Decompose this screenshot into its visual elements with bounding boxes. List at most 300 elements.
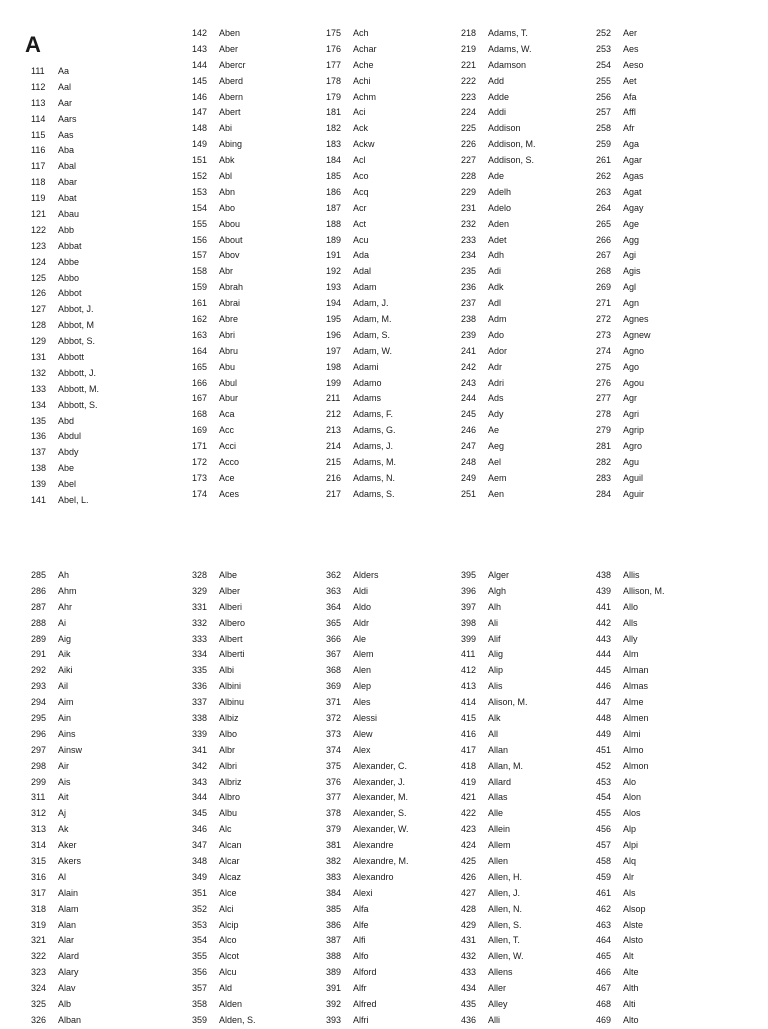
index-entry [461,822,528,838]
entry-name: Acco [219,457,240,468]
entry-number: 292 [31,665,47,676]
entry-number: 438 [596,570,612,580]
entry-name: Ald [219,983,233,994]
index-entry [461,296,536,312]
index-entry [31,902,82,918]
entry-number: 294 [31,697,47,708]
index-entry [192,344,246,360]
entry-number: 157 [192,250,208,261]
entry-name: Akers [58,856,82,867]
index-entry [461,137,536,153]
entry-name: Alfo [353,951,369,962]
entry-number: 454 [596,792,612,803]
entry-number: 235 [461,266,477,277]
entry-name: Aker [58,840,77,851]
entry-name: Aiki [58,665,73,676]
entry-name: Ahr [58,601,73,612]
entry-number: 379 [326,824,342,835]
index-entry [326,471,396,487]
index-entry [326,26,396,42]
index-entry [461,965,528,981]
index-entry [326,759,409,775]
entry-name: Agi [623,250,637,261]
entry-number: 468 [596,999,612,1010]
index-entry [326,663,409,679]
entry-number: 219 [461,43,477,54]
entry-name: Alford [353,967,377,978]
entry-name: Allens [488,967,513,978]
entry-number: 383 [326,871,342,882]
entry-number: 177 [326,59,342,70]
index-entry [461,105,536,121]
index-entry [596,121,651,137]
index-entry [192,58,246,74]
entry-name: Afa [623,91,637,102]
entry-number: 377 [326,792,342,803]
entry-number: 216 [326,472,342,483]
entry-number: 316 [31,871,47,882]
index-entry [31,584,82,600]
entry-number: 463 [596,919,612,930]
entry-number: 244 [461,393,477,404]
index-entry [192,185,246,201]
entry-number: 115 [31,129,46,140]
index-entry [596,264,651,280]
index-entry [596,471,651,487]
index-entry [192,90,246,106]
index-entry [31,679,82,695]
index-entry [31,366,99,382]
entry-number: 172 [192,457,208,468]
entry-number: 413 [461,681,477,692]
entry-name: Allen [488,856,509,867]
entry-number: 168 [192,409,208,420]
index-entry [596,487,651,503]
index-entry [192,870,256,886]
entry-name: Agay [623,202,644,213]
entry-name: Aldo [353,601,372,612]
entry-name: Aden [488,218,510,229]
index-entry [31,886,82,902]
index-entry [461,949,528,965]
index-entry [326,647,409,663]
entry-name: Abbat [58,240,82,251]
index-entry [326,1013,409,1029]
entry-number: 281 [596,441,612,452]
entry-name: All [488,728,499,739]
entry-number: 414 [461,697,477,708]
entry-name: Alpi [623,840,639,851]
entry-name: Agis [623,266,641,277]
index-entry [461,169,536,185]
index-entry [596,933,665,949]
entry-number: 227 [461,155,477,166]
entry-number: 136 [31,431,47,442]
entry-name: Alary [58,967,79,978]
entry-number: 265 [596,218,612,229]
index-entry [596,201,651,217]
index-entry [192,391,246,407]
index-entry [326,217,396,233]
index-entry [192,902,256,918]
entry-number: 396 [461,585,477,596]
entry-name: Aeso [623,59,644,70]
entry-number: 285 [31,570,47,580]
entry-number: 299 [31,776,47,787]
entry-name: Adelo [488,202,512,213]
index-entry [31,790,82,806]
index-entry [596,423,651,439]
entry-number: 465 [596,951,612,962]
entry-number: 314 [31,840,47,851]
entry-name: Adams, W. [488,43,532,54]
entry-number: 399 [461,633,477,644]
entry-name: Agl [623,282,637,293]
entry-name: Alam [58,903,79,914]
entry-number: 134 [31,399,47,410]
entry-number: 198 [326,361,342,372]
entry-name: Agrip [623,425,645,436]
entry-name: Abel, L. [58,495,89,506]
index-entry [192,487,246,503]
entry-number: 365 [326,617,342,628]
entry-name: Alcan [219,840,242,851]
entry-number: 224 [461,107,477,118]
entry-name: Allen, T. [488,935,520,946]
entry-name: Alen [353,665,372,676]
index-entry [192,360,246,376]
index-entry [31,711,82,727]
entry-number: 258 [596,123,612,134]
index-entry [31,286,99,302]
entry-name: Act [353,218,367,229]
entry-number: 338 [192,713,208,724]
entry-name: Addison, S. [488,155,535,166]
entry-number: 191 [326,250,342,261]
entry-number: 234 [461,250,477,261]
entry-name: Aldi [353,585,369,596]
entry-name: Alm [623,649,639,660]
entry-number: 321 [31,935,47,946]
index-entry [192,918,256,934]
entry-name: Adam, W. [353,345,393,356]
entry-number: 249 [461,472,477,483]
entry-name: Acci [219,441,237,452]
entry-number: 273 [596,329,612,340]
entry-number: 218 [461,28,477,38]
index-entry [461,711,528,727]
index-entry [461,759,528,775]
entry-number: 135 [31,415,47,426]
entry-name: Alig [488,649,504,660]
index-entry [326,711,409,727]
entry-name: Alif [488,633,501,644]
entry-number: 231 [461,202,477,213]
entry-number: 176 [326,43,342,54]
entry-name: Alfri [353,1014,369,1025]
entry-number: 434 [461,983,477,994]
index-entry [326,105,396,121]
entry-name: Alte [623,967,639,978]
entry-number: 363 [326,585,342,596]
index-entry [192,264,246,280]
index-entry [192,886,256,902]
entry-name: Abu [219,361,236,372]
entry-name: Alli [488,1014,501,1025]
index-entry [596,790,665,806]
index-entry [192,296,246,312]
entry-number: 141 [31,495,47,506]
entry-name: Aars [58,113,77,124]
index-entry [31,318,99,334]
entry-name: Alberti [219,649,245,660]
entry-name: Allen, N. [488,903,523,914]
entry-number: 199 [326,377,342,388]
entry-name: Allan, M. [488,760,524,771]
entry-number: 138 [31,463,47,474]
index-entry [31,997,82,1013]
index-entry [31,918,82,934]
index-entry [31,64,99,80]
entry-name: Abov [219,250,240,261]
entry-name: Ainsw [58,744,83,755]
entry-name: Acu [353,234,369,245]
index-entry [31,334,99,350]
index-entry [192,407,246,423]
entry-number: 164 [192,345,208,356]
entry-number: 392 [326,999,342,1010]
index-entry [461,647,528,663]
entry-name: Ail [58,681,69,692]
entry-number: 467 [596,983,612,994]
index-entry [596,647,665,663]
entry-name: Ador [488,345,508,356]
index-entry [461,886,528,902]
index-entry [326,918,409,934]
entry-name: Albe [219,570,238,580]
entry-number: 329 [192,585,208,596]
entry-name: Adams, T. [488,28,528,38]
index-entry [31,159,99,175]
entry-number: 366 [326,633,342,644]
entry-number: 325 [31,999,47,1010]
entry-number: 444 [596,649,612,660]
index-entry [596,918,665,934]
entry-number: 345 [192,808,208,819]
entry-name: Alban [58,1014,82,1025]
entry-number: 238 [461,314,477,325]
entry-number: 432 [461,951,477,962]
entry-name: Acq [353,186,369,197]
entry-name: Abn [219,186,236,197]
entry-name: Allen, W. [488,951,524,962]
entry-name: Albri [219,760,238,771]
entry-name: Alep [353,681,372,692]
entry-name: Albu [219,808,238,819]
entry-number: 342 [192,760,208,771]
entry-name: Adams [353,393,382,404]
index-entry [596,695,665,711]
index-entry [31,727,82,743]
entry-name: Adam, M. [353,314,392,325]
entry-number: 362 [326,570,342,580]
entry-number: 469 [596,1014,612,1025]
entry-number: 152 [192,171,208,182]
entry-number: 449 [596,728,612,739]
index-entry [192,981,256,997]
entry-name: Afr [623,123,635,134]
entry-number: 153 [192,186,208,197]
entry-number: 266 [596,234,612,245]
entry-number: 247 [461,441,477,452]
entry-name: Albr [219,744,236,755]
entry-number: 131 [31,352,47,363]
index-entry [461,391,536,407]
index-entry [326,933,409,949]
index-column [31,568,82,1029]
entry-number: 125 [31,272,47,283]
entry-name: Abbott, M. [58,383,100,394]
index-entry [596,26,651,42]
entry-number: 149 [192,139,208,150]
index-entry [461,471,536,487]
entry-number: 257 [596,107,612,118]
entry-number: 359 [192,1014,208,1025]
entry-name: Alan [58,919,77,930]
index-column [596,26,651,503]
entry-number: 315 [31,856,47,867]
entry-name: Allen, S. [488,919,522,930]
index-column [461,26,536,503]
entry-number: 217 [326,488,342,499]
entry-number: 277 [596,393,612,404]
index-entry [192,632,256,648]
index-entry [326,679,409,695]
entry-number: 284 [596,488,612,499]
entry-name: Abou [219,218,241,229]
index-column [192,568,256,1029]
entry-name: Aas [58,129,74,140]
entry-number: 417 [461,744,477,755]
entry-name: Addison [488,123,521,134]
index-entry [326,854,409,870]
entry-name: Abat [58,193,77,204]
index-entry [31,743,82,759]
entry-number: 241 [461,345,477,356]
index-entry [596,727,665,743]
entry-name: Aberd [219,75,244,86]
index-entry [31,965,82,981]
entry-number: 435 [461,999,477,1010]
entry-number: 352 [192,903,208,914]
index-entry [326,280,396,296]
entry-name: Alessi [353,713,378,724]
entry-name: Alos [623,808,641,819]
entry-name: About [219,234,243,245]
entry-number: 422 [461,808,477,819]
index-entry [31,568,82,584]
entry-number: 126 [31,288,47,299]
entry-number: 354 [192,935,208,946]
entry-number: 457 [596,840,612,851]
entry-number: 341 [192,744,208,755]
index-entry [461,854,528,870]
index-entry [596,169,651,185]
entry-name: Alew [353,728,373,739]
entry-name: Aber [219,43,239,54]
entry-number: 446 [596,681,612,692]
entry-name: Albero [219,617,246,628]
entry-number: 261 [596,155,612,166]
entry-number: 272 [596,314,612,325]
entry-name: Agar [623,155,643,166]
index-entry [461,870,528,886]
entry-name: Adams, F. [353,409,394,420]
index-entry [192,280,246,296]
entry-name: Alcar [219,856,240,867]
entry-name: Agn [623,298,640,309]
entry-name: Adet [488,234,507,245]
entry-name: Alexandro [353,871,394,882]
entry-number: 433 [461,967,477,978]
index-entry [596,886,665,902]
entry-name: Ady [488,409,504,420]
entry-name: Als [623,887,636,898]
entry-number: 388 [326,951,342,962]
entry-number: 431 [461,935,477,946]
index-entry [596,806,665,822]
index-entry [31,854,82,870]
index-entry [31,870,82,886]
entry-number: 295 [31,713,47,724]
index-entry [596,902,665,918]
entry-number: 336 [192,681,208,692]
entry-name: Abd [58,415,75,426]
entry-name: Abo [219,202,236,213]
entry-number: 459 [596,871,612,882]
index-entry [596,981,665,997]
entry-number: 351 [192,887,208,898]
index-entry [461,679,528,695]
index-entry [192,233,246,249]
entry-name: Aben [219,28,241,38]
entry-name: Adh [488,250,505,261]
entry-name: Alden, S. [219,1014,256,1025]
index-entry [326,822,409,838]
index-entry [596,679,665,695]
entry-number: 243 [461,377,477,388]
entry-number: 376 [326,776,342,787]
entry-number: 245 [461,409,477,420]
index-entry [192,248,246,264]
index-entry [31,239,99,255]
entry-number: 445 [596,665,612,676]
entry-number: 418 [461,760,477,771]
index-entry [596,439,651,455]
entry-name: Abdy [58,447,79,458]
entry-name: Alb [58,999,72,1010]
entry-name: Achm [353,91,377,102]
entry-name: Adams, S. [353,488,395,499]
index-entry [326,344,396,360]
index-entry [596,822,665,838]
entry-number: 259 [596,139,612,150]
entry-name: Alex [353,744,371,755]
index-entry [31,822,82,838]
entry-number: 291 [31,649,47,660]
entry-name: Allard [488,776,512,787]
entry-name: Aldr [353,617,370,628]
